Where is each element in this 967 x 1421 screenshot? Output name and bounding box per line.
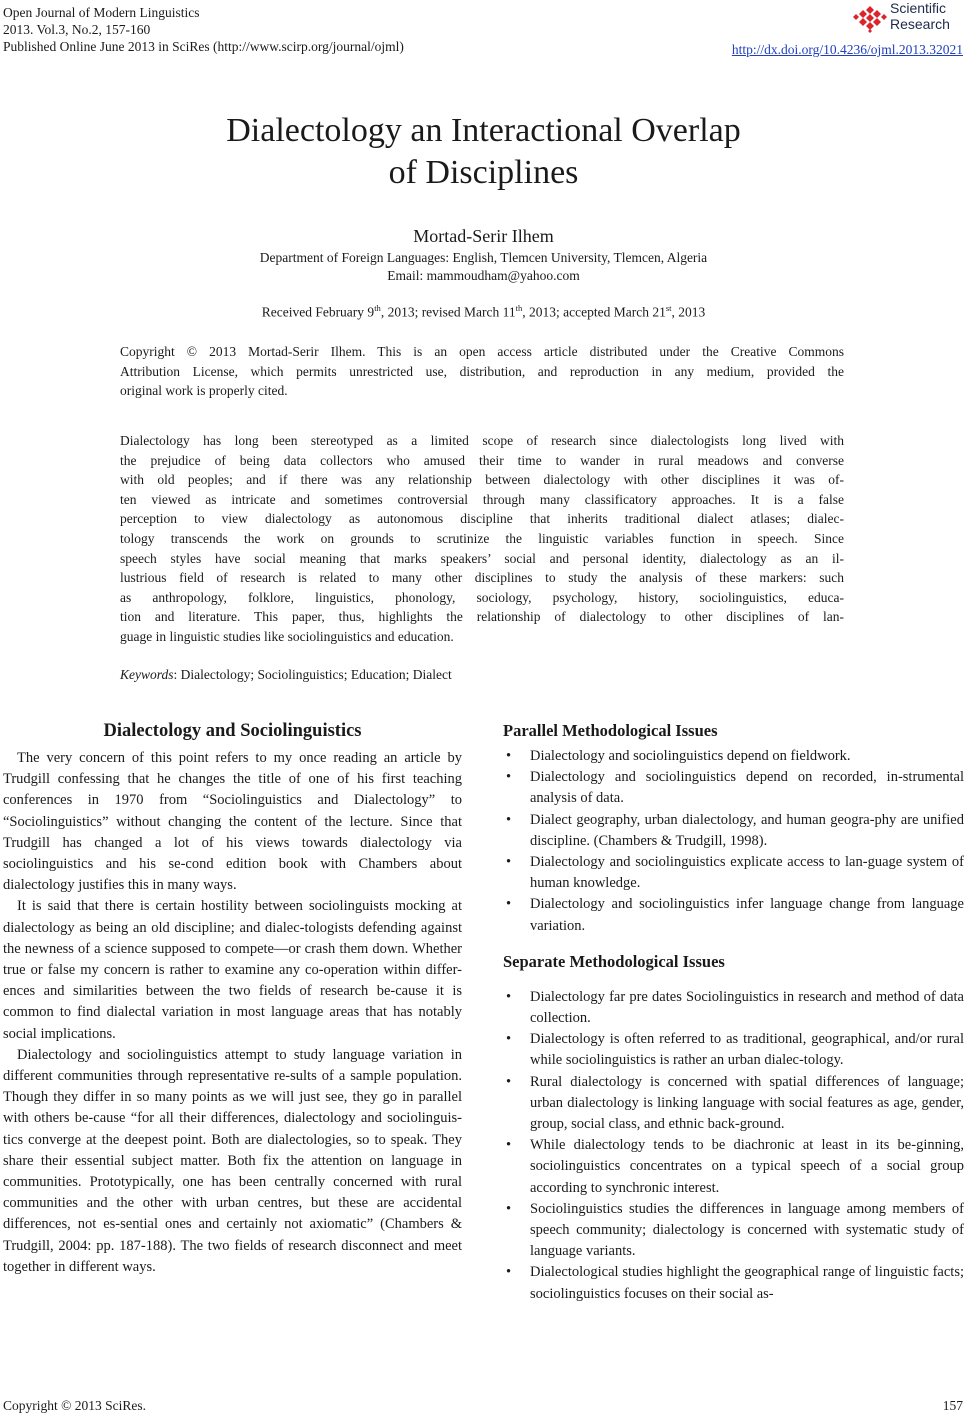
paper-title: Dialectology an Interactional Overlap of Disciplines — [226, 112, 741, 191]
copyright-line: Copyright © 2013 Mortad-Serir Ilhem. This is an open access article distributed under the Creative Commons — [120, 344, 844, 359]
journal-header — [3, 4, 404, 55]
bullet-icon: • — [506, 769, 512, 786]
list-item: • Dialectology and sociolinguistics explicate access to lan-guage system of human knowledge. — [506, 854, 964, 892]
received-dates: Received February 9th, 2013; revised March 11th, 2013; accepted March 21st, 2013 — [261, 303, 706, 320]
abstract-line: tology transcends the work on grounds to scrutinize the linguistic variables function in speech. Since — [120, 530, 844, 546]
scientific-research-logo — [853, 1, 963, 37]
body-paragraph: The very concern of this point refers to my once reading an article by Trudgill confessing that he changes the title of one of his first teaching conferences in 1970 from “Sociolinguistics and Dialectology” to “Sociolinguistics” without changing the content of the lecture. Since that Trudgill has changed a lot of his views towards dialectology via sociolinguistics and his se-cond edition book with Chambers about dialectology justifies this in many ways. — [3, 750, 462, 894]
affiliation-block — [0, 249, 967, 285]
abstract-line: as anthropology, folklore, linguistics, phonology, sociology, psychology, history, sociolinguistics, educa- — [120, 589, 844, 605]
list-item: • Dialectology and sociolinguistics infer language change from language variation. — [506, 896, 964, 934]
bullet-icon: • — [506, 854, 512, 871]
list-item: • Dialectology far pre dates Sociolinguistics in research and method of data collection. — [506, 988, 964, 1027]
logo-text: Scientific Research — [890, 0, 950, 32]
right-column — [503, 720, 964, 1305]
footer-copyright: Copyright © 2013 SciRes. — [3, 1398, 147, 1413]
bullet-icon: • — [506, 988, 512, 1005]
list-item: • Dialectological studies highlight the geographical range of linguistic facts; sociolinguistics focuses on their social as- — [506, 1264, 964, 1302]
keywords-label: Keywords — [120, 667, 174, 682]
abstract-line: speech styles have social meaning that marks speakers’ social and personal identity, dialectology as an il- — [120, 550, 844, 566]
bullet-icon: • — [506, 1264, 512, 1281]
abstract-line: tion and literature. This paper, thus, highlights the relationship of dialectology to other disciplines of lan- — [120, 609, 844, 625]
list-item: • Sociolinguistics studies the differences in language among members of speech community; dialectology is concerned with systematic study of language variants. — [506, 1200, 964, 1260]
abstract-line: guage in linguistic studies like sociolinguistics and education. — [120, 628, 454, 644]
bullet-icon: • — [506, 811, 512, 828]
doi-link[interactable]: http://dx.doi.org/10.4236/ojml.2013.32021 — [731, 42, 963, 57]
bullet-icon: • — [506, 748, 512, 764]
bullet-icon: • — [506, 1031, 512, 1048]
copyright-line: Attribution License, which permits unrestricted use, distribution, and reproduction in any medium, provided the — [120, 363, 844, 379]
scirp-logo-icon — [853, 4, 887, 34]
abstract-line: with old peoples; and if there was any relationship between dialectology with other disciplines it was of- — [120, 472, 844, 488]
abstract-line: lustrious field of research is related to many other disciplines to study the analysis of these markers: such — [120, 570, 844, 586]
section-heading-dialectology-sociolinguistics: Dialectology and Sociolinguistics — [103, 721, 362, 741]
bullet-icon: • — [506, 1073, 512, 1090]
bullet-icon: • — [506, 1137, 512, 1154]
section-heading-separate-issues: Separate Methodological Issues — [503, 951, 725, 971]
abstract — [120, 431, 844, 647]
abstract-line: ten viewed as intricate and sometimes controversial through many classificatory approaches. It is a false — [120, 491, 844, 507]
body-paragraph: It is said that there is certain hostility between sociolinguists mocking at dialectology as being an old discipline; and dialec-tologists defending against the newness of a science supposed to compete—or crash them down. Whether true or false my concern is rather to examine any co-operation within differ-ences and similarities between the two fields of research be-cause it is common to find dialectal variation in most language areas that has notably social implications. — [3, 898, 462, 1042]
bullet-icon: • — [506, 1200, 512, 1217]
list-item: • Dialectology is often referred to as traditional, geographical, and/or rural while sociolinguistics is rather an urban dialec-tology. — [506, 1031, 964, 1069]
section-heading-parallel-issues: Parallel Methodological Issues — [503, 721, 718, 740]
abstract-line: the prejudice of being data collectors who amused their time to wander in rural meadows and converse — [120, 452, 844, 468]
journal-name: Open Journal of Modern Linguistics — [3, 5, 200, 20]
bullet-icon: • — [506, 896, 512, 913]
keywords — [120, 665, 844, 685]
affiliation: Department of Foreign Languages: English, Tlemcen University, Tlemcen, Algeria — [259, 250, 708, 265]
separate-issues-list — [503, 987, 964, 1305]
copyright-line: original work is properly cited. — [120, 383, 288, 399]
journal-published: Published Online June 2013 in SciRes (http://www.scirp.org/journal/ojml) — [3, 39, 404, 54]
parallel-issues-list — [503, 746, 964, 937]
copyright-notice — [120, 342, 844, 401]
list-item: • Rural dialectology is concerned with spatial differences of language; urban dialectology is linking language with social features as age, gender, group, social class, and ethnic back-ground. — [506, 1073, 964, 1133]
left-column — [3, 720, 462, 1278]
list-item: • Dialectology and sociolinguistics depend on recorded, in-strumental analysis of data. — [506, 769, 964, 807]
list-item: • While dialectology tends to be diachronic at least in its be-ginning, sociolinguistics concentrates on a typical speech of a social group according to synchronic interest. — [506, 1137, 964, 1196]
body-paragraph: Dialectology and sociolinguistics attempt to study language variation in different communities through representative re-sults of a sample population. Though they differ in so many points as we will just see, they go in parallel with others be-cause “for all their differences, dialectology and sociolinguis-tics converge at the deepest point. Both are dialectologies, so to speak. They share their essential subject matter. Both fix the attention on language in communities. Prototypically, one has been centrally concerned with rural communities and the other with urban centres, but these are accidental differences, not es-sential ones and certainly not axiomatic” (Chambers & Trudgill, 2004: pp. 187-188). The two fields of research disconnect and meet together in different ways. — [3, 1046, 462, 1275]
page-number: 157 — [942, 1398, 963, 1413]
list-item: • Dialectology and sociolinguistics depend on fieldwork. — [503, 746, 964, 767]
author-name: Mortad-Serir Ilhem — [413, 226, 554, 246]
abstract-line: Dialectology has long been stereotyped as a limited scope of research since dialectologists long lived with — [120, 433, 844, 448]
author-email: Email: mammoudham@yahoo.com — [387, 268, 580, 283]
list-item: • Dialect geography, urban dialectology, and human geogra-phy are unified discipline. (Chambers & Trudgill, 1998). — [506, 811, 964, 849]
journal-volume: 2013. Vol.3, No.2, 157-160 — [3, 22, 151, 37]
abstract-line: perception to view dialectology as autonomous discipline that inherits traditional dialect atlases; dialec- — [120, 511, 844, 527]
keywords-list: : Dialectology; Sociolinguistics; Education; Dialect — [173, 667, 452, 682]
